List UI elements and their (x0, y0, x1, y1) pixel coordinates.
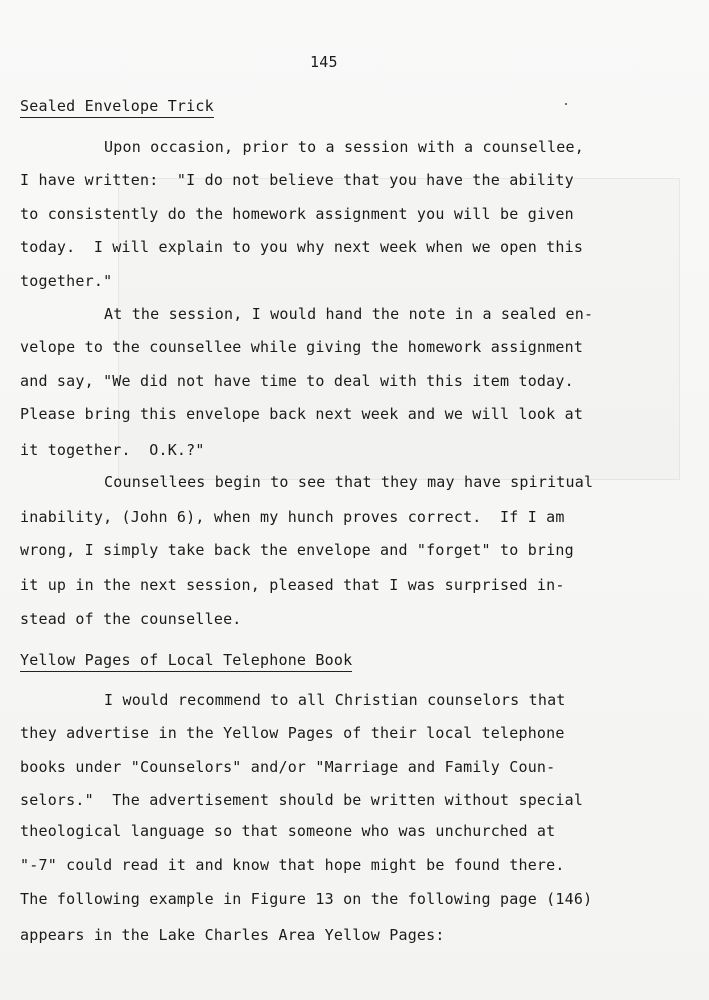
section-heading-sealed-envelope: Sealed Envelope Trick (20, 97, 214, 118)
text-line: and say, "We did not have time to deal with this item today. (20, 372, 574, 390)
text-line: it together. O.K.?" (20, 441, 205, 459)
text-line: Please bring this envelope back next week and we will look at (20, 405, 584, 423)
text-line: together." (20, 272, 113, 290)
text-line: At the session, I would hand the note in a sealed en- (104, 305, 594, 323)
section-heading-yellow-pages: Yellow Pages of Local Telephone Book (20, 651, 352, 672)
text-line: The following example in Figure 13 on the following page (146) (20, 890, 593, 908)
text-line: wrong, I simply take back the envelope and "forget" to bring (20, 541, 574, 559)
text-line: to consistently do the homework assignment you will be given (20, 205, 574, 223)
text-line: Upon occasion, prior to a session with a counsellee, (104, 138, 584, 156)
text-line: selors." The advertisement should be written without special (20, 791, 584, 809)
text-line: velope to the counsellee while giving the homework assignment (20, 338, 584, 356)
text-line: stead of the counsellee. (20, 610, 242, 628)
text-line: Counsellees begin to see that they may have spiritual (104, 473, 594, 491)
bleed-through-shadow (118, 178, 680, 480)
text-line: appears in the Lake Charles Area Yellow Pages: (20, 926, 445, 944)
text-line: inability, (John 6), when my hunch proves correct. If I am (20, 508, 565, 526)
page-number: 145 (310, 53, 338, 71)
text-line: theological language so that someone who was unchurched at (20, 822, 556, 840)
text-line: books under "Counselors" and/or "Marriage and Family Coun- (20, 758, 556, 776)
text-line: I would recommend to all Christian counselors that (104, 691, 566, 709)
text-line: they advertise in the Yellow Pages of their local telephone (20, 724, 565, 742)
text-line: "-7" could read it and know that hope might be found there. (20, 856, 565, 874)
text-line: today. I will explain to you why next week when we open this (20, 238, 584, 256)
text-line: I have written: "I do not believe that you have the ability (20, 171, 574, 189)
text-line: it up in the next session, pleased that I was surprised in- (20, 576, 565, 594)
paper-speck (565, 103, 567, 105)
